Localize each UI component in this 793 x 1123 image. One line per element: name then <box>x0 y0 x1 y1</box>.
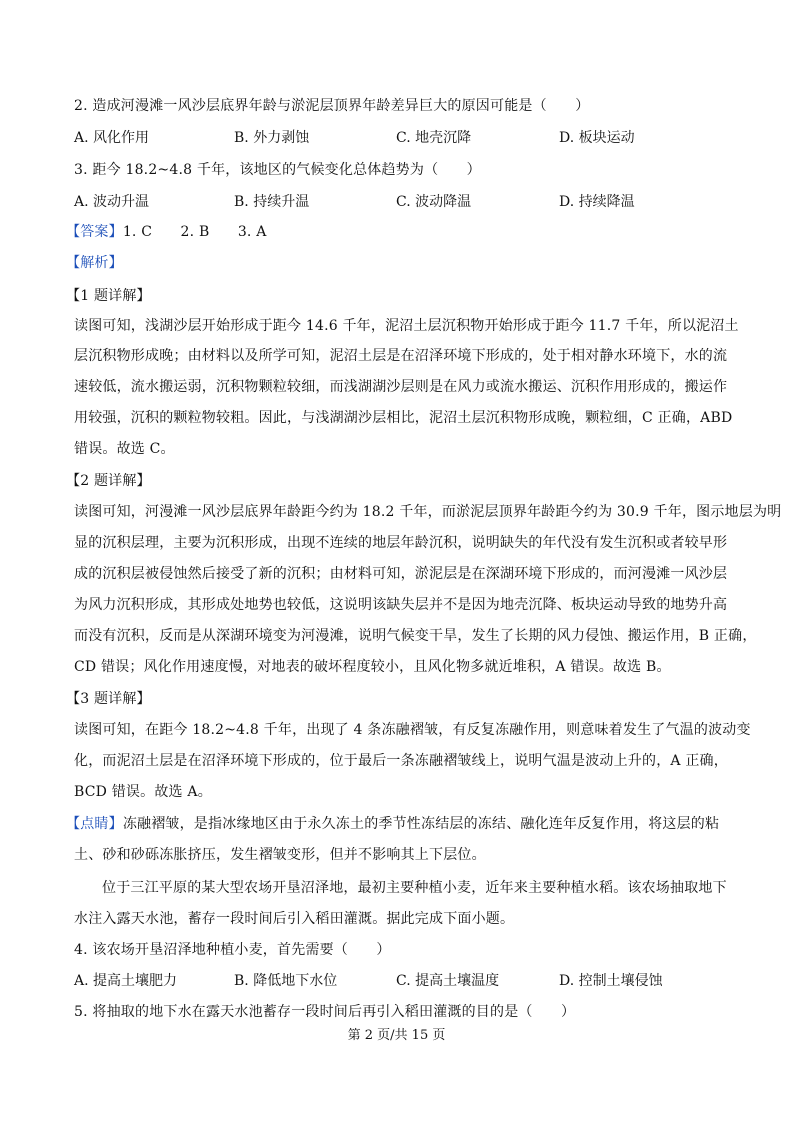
question-5-stem: 5. 将抽取的地下水在露天水池蓄存一段时间后再引入稻田灌溉的目的是（ ） <box>74 1004 576 1020</box>
q2-option-a: A. 风化作用 <box>74 130 150 146</box>
q3-option-a: A. 波动升温 <box>74 194 150 210</box>
detail-3-heading: 【3 题详解】 <box>66 691 151 707</box>
note-line-2: 土、砂和砂砾冻胀挤压，发生褶皱变形，但并不影响其上下层位。 <box>74 847 486 863</box>
q2-option-c: C. 地壳沉降 <box>396 130 472 146</box>
detail-3-line: 读图可知，在距今 18.2~4.8 千年，出现了 4 条冻融褶皱，有反复冻融作用，则意味着发生了气温的波动变 <box>74 722 751 738</box>
detail-2-line: 读图可知，河漫滩一风沙层底界年龄距今约为 18.2 千年，而淤泥层顶界年龄距今约为 30.9 千年，图示地层为明 <box>74 504 782 520</box>
detail-2-line: CD 错误；风化作用速度慢，对地表的破坏程度较小，且风化物多就近堆积，A 错误。故选 B。 <box>74 659 671 675</box>
q4-option-c: C. 提高土壤温度 <box>396 973 500 989</box>
detail-1-heading: 【1 题详解】 <box>66 288 151 304</box>
analysis-tag: 【解析】 <box>66 255 123 271</box>
question-4-stem: 4. 该农场开垦沼泽地种植小麦，首先需要（ ） <box>74 942 391 958</box>
q4-option-a: A. 提高土壤肥力 <box>74 973 178 989</box>
q4-option-b: B. 降低地下水位 <box>234 973 338 989</box>
detail-1-line: 用较强，沉积的颗粒物较粗。因此，与浅湖湖沙层相比，泥沼土层沉积物形成晚，颗粒细，C 正确，ABD <box>74 410 733 426</box>
detail-2-heading: 【2 题详解】 <box>66 473 151 489</box>
note-line-1 <box>66 814 720 834</box>
detail-2-line: 而没有沉积，反而是从深湖环境变为河漫滩，说明气候变干旱，发生了长期的风力侵蚀、搬运作用，B 正确， <box>74 628 757 644</box>
detail-3-line: BCD 错误。故选 A。 <box>74 784 212 800</box>
material-line-2: 水注入露天水池，蓄存一段时间后引入稻田灌溉。据此完成下面小题。 <box>74 911 515 927</box>
q3-option-b: B. 持续升温 <box>234 194 310 210</box>
question-2-stem: 2. 造成河漫滩一风沙层底界年龄与淤泥层顶界年龄差异巨大的原因可能是（ ） <box>74 98 590 114</box>
detail-1-line: 速较低，流水搬运弱，沉积物颗粒较细，而浅湖湖沙层则是在风力或流水搬运、沉积作用形成的，搬运作 <box>74 379 728 395</box>
q2-option-b: B. 外力剥蚀 <box>234 130 310 146</box>
detail-2-line: 为风力沉积形成，其形成处地势也较低，这说明该缺失层并不是因为地壳沉降、板块运动导致的地势升高 <box>74 597 728 613</box>
material-line-1: 位于三江平原的某大型农场开垦沼泽地，最初主要种植小麦，近年来主要种植水稻。该农场抽取地下 <box>102 880 727 896</box>
detail-2-line: 成的沉积层被侵蚀然后接受了新的沉积；由材料可知，淤泥层是在深湖环境下形成的，而河漫滩一风沙层 <box>74 566 728 582</box>
detail-2-line: 显的沉积层理，主要为沉积形成，出现不连续的地层年龄沉积，说明缺失的年代没有发生沉积或者较早形 <box>74 535 728 551</box>
answer-tag: 【答案】 <box>66 224 123 240</box>
q4-option-d: D. 控制土壤侵蚀 <box>559 973 663 989</box>
page-footer: 第 2 页/共 15 页 <box>347 1028 446 1043</box>
q3-option-c: C. 波动降温 <box>396 194 472 210</box>
question-3-stem: 3. 距今 18.2~4.8 千年，该地区的气候变化总体趋势为（ ） <box>74 162 481 178</box>
q3-option-d: D. 持续降温 <box>559 194 635 210</box>
answer-line <box>66 222 716 242</box>
detail-1-line: 错误。故选 C。 <box>74 441 175 457</box>
note-text: 冻融褶皱，是指冰缘地区由于永久冻土的季节性冻结层的冻结、融化连年反复作用，将这层的粘 <box>122 816 720 832</box>
detail-1-line: 层沉积物形成晚；由材料以及所学可知，泥沼土层是在沼泽环境下形成的，处于相对静水环境下，水的流 <box>74 348 728 364</box>
note-tag: 【点睛】 <box>66 816 123 832</box>
answer-text: 1. C 2. B 3. A <box>122 224 267 240</box>
q2-option-d: D. 板块运动 <box>559 130 635 146</box>
detail-3-line: 化，而泥沼土层是在沼泽环境下形成的，位于最后一条冻融褶皱线上，说明气温是波动上升的，A 正确， <box>74 753 728 769</box>
detail-1-line: 读图可知，浅湖沙层开始形成于距今 14.6 千年，泥沼土层沉积物开始形成于距今 11.7 千年，所以泥沼土 <box>74 318 739 334</box>
